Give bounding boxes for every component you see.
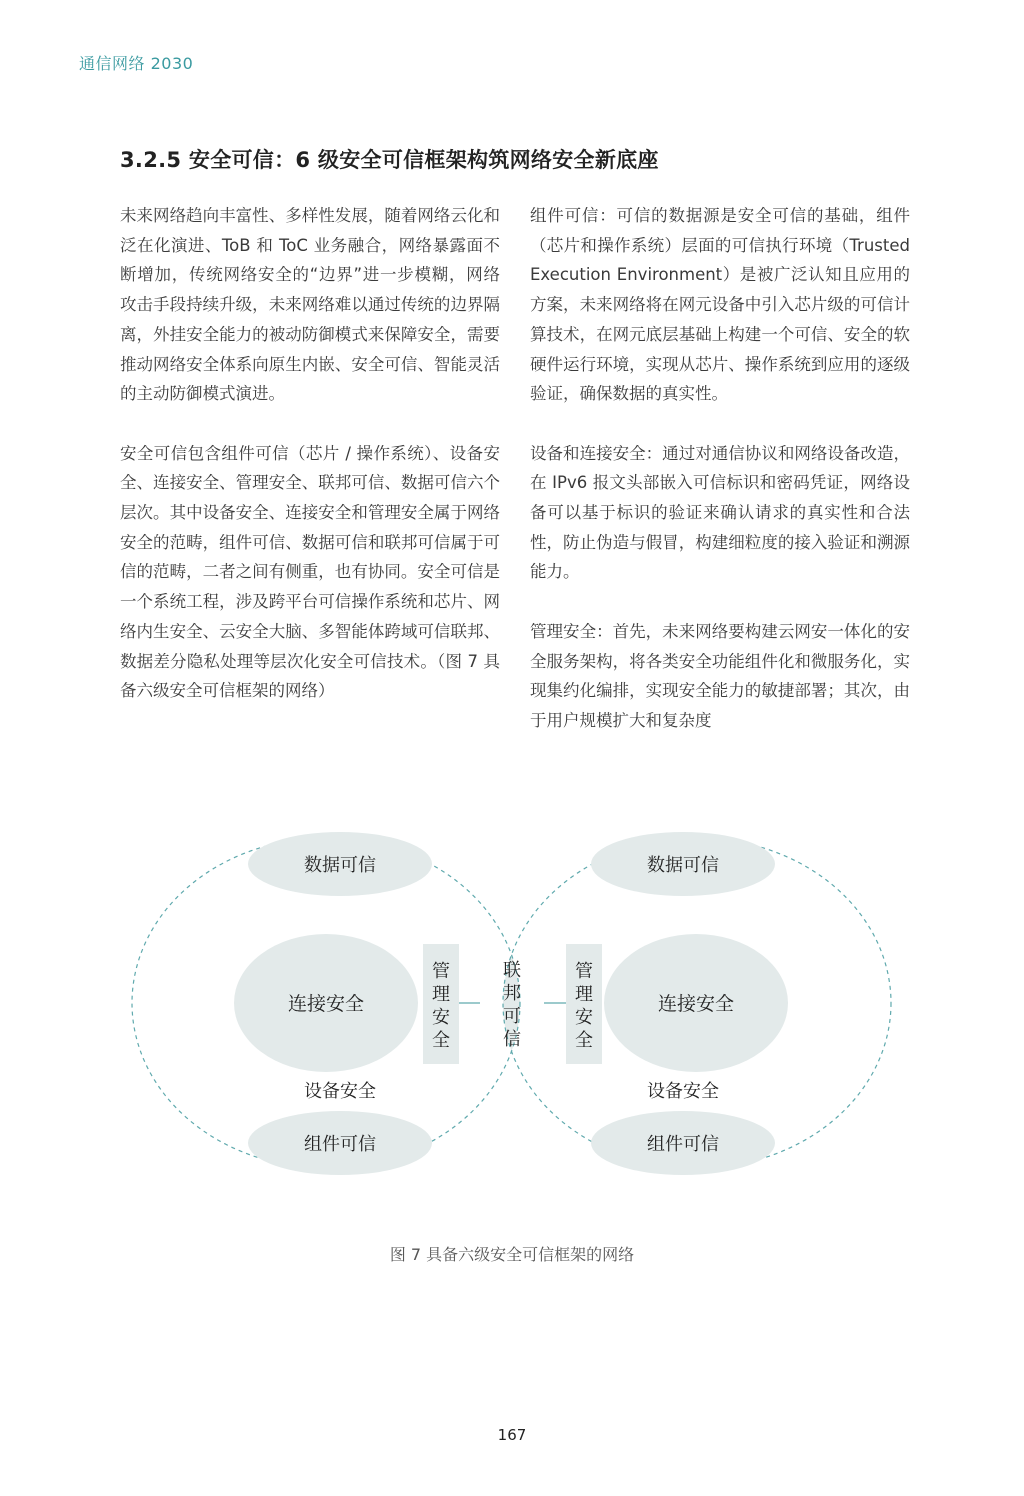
left-data-trust-label: 数据可信	[304, 855, 376, 876]
right-connection-security-label: 连接安全	[657, 993, 735, 1015]
right-data-trust-label: 数据可信	[647, 855, 719, 876]
left-device-security-label: 设备安全	[304, 1081, 376, 1102]
figure-caption: 图 7 具备六级安全可信框架的网络	[389, 1245, 635, 1264]
left-management-char-3: 安	[432, 1007, 450, 1028]
left-paragraph-1: 未来网络趋向丰富性、多样性发展，随着网络云化和泛在化演进、ToB 和 ToC 业务融合，网络暴露面不断增加，传统网络安全的“边界”进一步模糊，网络攻击手段持续升级，未来网络难以通过传统的边界隔离，外挂安全能力的被动防御模式来保障安全，需要推动网络安全体系向原生内嵌、安全可信、智能灵活的主动防御模式演进。	[120, 206, 500, 404]
left-management-char-4: 全	[432, 1030, 450, 1051]
left-management-char-2: 理	[432, 984, 450, 1005]
page-number: 167	[497, 1426, 527, 1444]
left-paragraph-2: 安全可信包含组件可信（芯片 / 操作系统）、设备安全、连接安全、管理安全、联邦可信、数据可信六个层次。其中设备安全、连接安全和管理安全属于网络安全的范畴，组件可信、数据可信和联邦可信属于可信的范畴，二者之间有侧重，也有协同。安全可信是一个系统工程，涉及跨平台可信操作系统和芯片、网络内生安全、云安全大脑、多智能体跨域可信联邦、数据差分隐私处理等层次化安全可信技术。（图 7 具备六级安全可信框架的网络）	[120, 443, 500, 701]
right-paragraph-2: 设备和连接安全：通过对通信协议和网络设备改造，在 IPv6 报文头部嵌入可信标识和密码凭证，网络设备可以基于标识的验证来确认请求的真实性和合法性，防止伪造与假冒，构建细粒度的接入验证和溯源能力。	[530, 443, 910, 582]
federation-char-2: 邦	[503, 983, 521, 1004]
security-trust-framework-diagram	[0, 820, 1024, 1220]
right-management-char-4: 全	[575, 1030, 593, 1051]
section-title: 3.2.5 安全可信：6 级安全可信框架构筑网络安全新底座	[120, 148, 659, 172]
federation-char-4: 信	[503, 1029, 521, 1050]
right-management-char-3: 安	[575, 1007, 593, 1028]
right-paragraph-3: 管理安全：首先，未来网络要构建云网安一体化的安全服务架构，将各类安全功能组件化和微服务化，实现集约化编排，实现安全能力的敏捷部署；其次，由于用户规模扩大和复杂度	[530, 621, 910, 730]
right-management-char-2: 理	[575, 984, 593, 1005]
federation-char-1: 联	[503, 960, 521, 981]
right-component-trust-label: 组件可信	[647, 1134, 719, 1155]
right-paragraph-1: 组件可信：可信的数据源是安全可信的基础，组件（芯片和操作系统）层面的可信执行环境（Trusted Execution Environment）是被广泛认知且应用的方案，未来网络将在网元设备中引入芯片级的可信计算技术，在网元底层基础上构建一个可信、安全的软硬件运行环境，实现从芯片、操作系统到应用的逐级验证，确保数据的真实性。	[530, 206, 910, 404]
running-header: 通信网络 2030	[79, 54, 194, 73]
left-column	[120, 201, 500, 736]
left-component-trust-label: 组件可信	[304, 1134, 376, 1155]
right-column	[530, 201, 910, 765]
left-management-char-1: 管	[432, 961, 450, 982]
right-management-char-1: 管	[575, 961, 593, 982]
federation-char-3: 可	[503, 1006, 521, 1027]
left-connection-security-label: 连接安全	[287, 993, 365, 1015]
right-device-security-label: 设备安全	[647, 1081, 719, 1102]
